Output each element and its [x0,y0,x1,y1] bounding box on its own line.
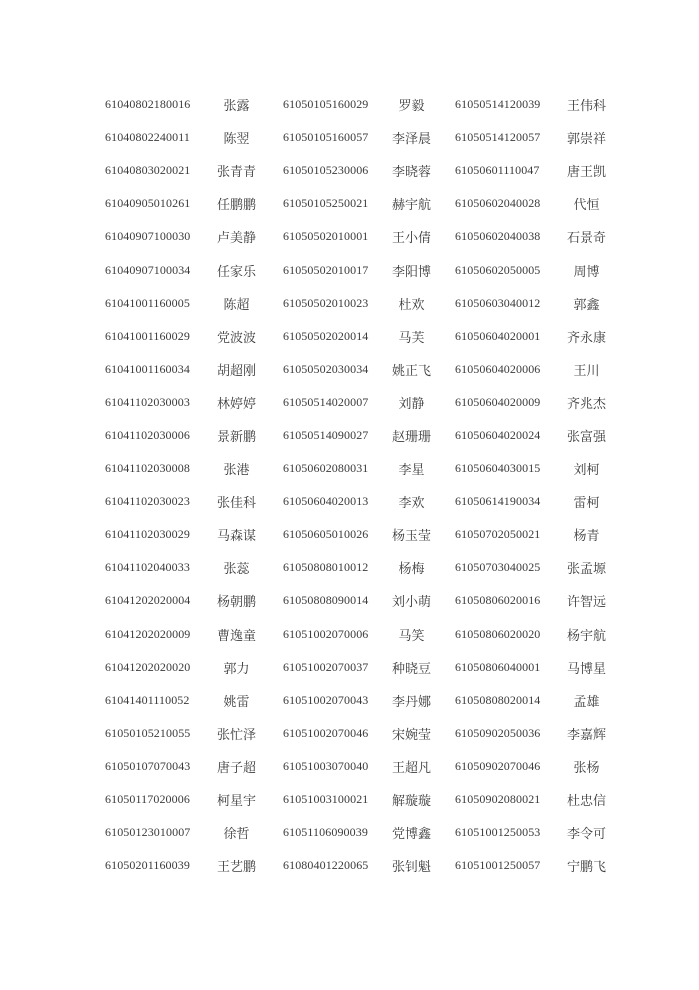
student-id: 61050806040001 [455,659,541,674]
student-name: 张杨 [573,759,600,775]
student-id: 61050201160039 [105,858,190,873]
student-id: 61050806020016 [455,593,541,608]
student-name: 景新鹏 [216,428,256,444]
student-id: 61051002070006 [283,626,369,641]
table-row [0,485,699,518]
student-id: 61050123010007 [105,825,191,840]
student-name: 王伟科 [566,98,606,114]
student-name: 赫宇航 [391,197,431,213]
student-id: 61040802240011 [105,130,190,145]
student-name: 唐子超 [216,759,256,775]
student-name: 周博 [573,263,600,279]
student-name: 马芙 [398,329,425,345]
student-id: 61041102030008 [105,461,190,476]
table-row [0,551,699,584]
student-id: 61050602040038 [455,229,541,244]
student-name: 张富强 [566,428,606,444]
table-row [0,320,699,353]
student-name: 李星 [398,462,425,478]
student-name: 杨朝鹏 [216,594,256,610]
student-name: 张露 [223,98,250,114]
student-name: 党波波 [216,329,256,345]
student-name: 陈超 [223,296,250,312]
student-name: 王艺鹏 [216,859,256,875]
student-name: 代恒 [573,197,600,213]
table-row [0,717,699,750]
student-name: 马笑 [398,627,425,643]
student-id: 61040905010261 [105,196,191,211]
student-name: 齐兆杰 [566,395,606,411]
student-id: 61041102030023 [105,494,190,509]
student-id: 61050604020009 [455,394,541,409]
student-id: 61050602040028 [455,196,541,211]
student-id: 61050605010026 [283,527,369,542]
student-name: 杨宇航 [566,627,606,643]
student-name: 宋婉莹 [391,726,431,742]
student-name: 张忙泽 [216,726,256,742]
student-name: 赵珊珊 [391,428,431,444]
student-id: 61051002070043 [283,692,369,707]
student-id: 61050604020024 [455,427,541,442]
student-name: 罗毅 [398,98,425,114]
student-id: 61050105250021 [283,196,369,211]
student-name: 杜欢 [398,296,425,312]
student-id: 61050604020013 [283,494,369,509]
student-name: 宁鹏飞 [566,859,606,875]
student-name: 徐哲 [223,826,250,842]
student-name: 种晓豆 [391,660,431,676]
student-id: 61041102030003 [105,394,190,409]
student-id: 61040907100030 [105,229,191,244]
student-id: 61050614190034 [455,494,541,509]
student-name: 张青青 [216,164,256,180]
student-name: 李欢 [398,495,425,511]
table-row [0,750,699,783]
table-row [0,419,699,452]
student-name: 王超凡 [391,759,431,775]
table-row [0,452,699,485]
table-row [0,88,699,121]
student-id: 61050808010012 [283,560,369,575]
student-id: 61051001250057 [455,858,541,873]
student-id: 61050105160057 [283,130,369,145]
student-name: 解璇璇 [391,793,431,809]
table-row [0,187,699,220]
student-id: 61050502020014 [283,328,369,343]
student-id: 61050502010023 [283,295,369,310]
student-id: 61041102040033 [105,560,190,575]
student-id: 61050604030015 [455,461,541,476]
table-row [0,783,699,816]
table-row [0,618,699,651]
student-id: 61050902080021 [455,792,541,807]
student-id: 61041001160005 [105,295,190,310]
student-name: 李嘉辉 [566,726,606,742]
student-name: 杨青 [573,528,600,544]
student-id: 61050808020014 [455,692,541,707]
student-id: 61050514020007 [283,394,369,409]
table-row [0,287,699,320]
student-id: 61040802180016 [105,97,191,112]
student-name: 任鹏鹏 [216,197,256,213]
student-name: 许智远 [566,594,606,610]
student-name: 孟雄 [573,693,600,709]
student-name: 马博星 [566,660,606,676]
table-row [0,253,699,286]
table-row [0,518,699,551]
student-id: 61050502010017 [283,262,369,277]
student-id: 61041001160034 [105,361,190,376]
student-id: 61050502010001 [283,229,369,244]
student-id: 61041102030006 [105,427,190,442]
student-id: 61050601110047 [455,163,540,178]
student-id: 61050514090027 [283,427,369,442]
student-name: 张钊魁 [391,859,431,875]
student-name: 杨梅 [398,561,425,577]
student-id: 61041202020004 [105,593,191,608]
student-name: 卢美静 [216,230,256,246]
student-name: 刘小萌 [391,594,431,610]
student-name: 林婷婷 [216,395,256,411]
student-id: 61041102030029 [105,527,190,542]
student-id: 61050902070046 [455,758,541,773]
student-name: 张蕊 [223,561,250,577]
student-name: 姚正飞 [391,362,431,378]
student-id: 61080401220065 [283,858,369,873]
student-name: 李阳博 [391,263,431,279]
student-name: 杜忠信 [566,793,606,809]
student-id: 61050604020001 [455,328,541,343]
student-id: 61051002070037 [283,659,369,674]
student-id: 61040907100034 [105,262,191,277]
student-id: 61050107070043 [105,758,191,773]
table-row [0,816,699,849]
student-name: 刘静 [398,395,425,411]
student-roster-table [0,88,699,882]
student-name: 任家乐 [216,263,256,279]
student-name: 胡超刚 [216,362,256,378]
student-name: 张港 [223,462,250,478]
student-name: 李令可 [566,826,606,842]
student-id: 61040803020021 [105,163,191,178]
student-name: 李泽晨 [391,131,431,147]
student-name: 张佳科 [216,495,256,511]
student-id: 61050105210055 [105,725,191,740]
table-row [0,584,699,617]
student-id: 61050602080031 [283,461,369,476]
table-row [0,684,699,717]
student-id: 61041202020009 [105,626,191,641]
student-id: 61041202020020 [105,659,191,674]
student-id: 61041401110052 [105,692,190,707]
student-name: 唐王凯 [566,164,606,180]
student-id: 61050808090014 [283,593,369,608]
student-name: 马森谋 [216,528,256,544]
student-name: 郭鑫 [573,296,600,312]
student-id: 61051001250053 [455,825,541,840]
student-name: 陈翌 [223,131,250,147]
student-id: 61051002070046 [283,725,369,740]
student-id: 61051003100021 [283,792,369,807]
student-name: 党博鑫 [391,826,431,842]
table-row [0,220,699,253]
table-row [0,154,699,187]
student-id: 61051003070040 [283,758,369,773]
student-id: 61041001160029 [105,328,190,343]
student-id: 61050604020006 [455,361,541,376]
student-id: 61050702050021 [455,527,541,542]
student-name: 姚雷 [223,693,250,709]
table-row [0,121,699,154]
student-name: 王小倩 [391,230,431,246]
student-name: 曹逸童 [216,627,256,643]
student-name: 郭力 [223,660,250,676]
student-id: 61050514120039 [455,97,541,112]
table-row [0,386,699,419]
student-name: 王川 [573,362,600,378]
table-row [0,651,699,684]
table-row [0,353,699,386]
student-name: 李晓蓉 [391,164,431,180]
student-id: 61050502030034 [283,361,369,376]
table-row [0,849,699,882]
student-name: 李丹娜 [391,693,431,709]
student-id: 61051106090039 [283,825,368,840]
student-id: 61050105230006 [283,163,369,178]
student-name: 石景奇 [566,230,606,246]
student-id: 61050602050005 [455,262,541,277]
student-id: 61050703040025 [455,560,541,575]
student-name: 柯星宇 [216,793,256,809]
student-id: 61050117020006 [105,792,190,807]
student-name: 张孟塬 [566,561,606,577]
student-id: 61050902050036 [455,725,541,740]
student-name: 雷柯 [573,495,600,511]
student-id: 61050806020020 [455,626,541,641]
student-id: 61050105160029 [283,97,369,112]
student-id: 61050514120057 [455,130,541,145]
student-name: 郭崇祥 [566,131,606,147]
student-name: 刘柯 [573,462,600,478]
student-name: 杨玉莹 [391,528,431,544]
student-id: 61050603040012 [455,295,541,310]
student-name: 齐永康 [566,329,606,345]
